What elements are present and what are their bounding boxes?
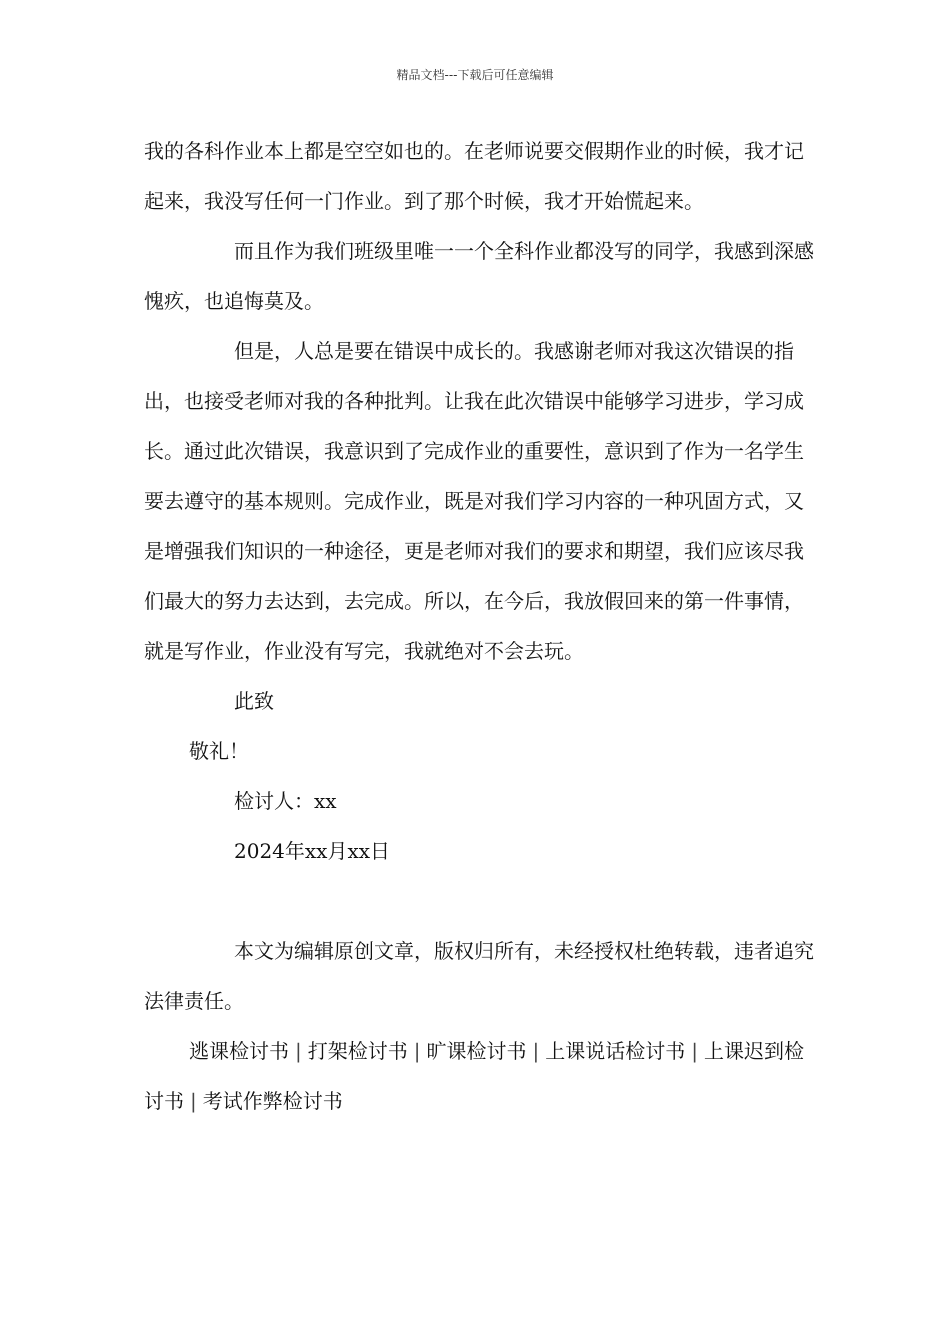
spacer [144,876,814,926]
date: 2024年xx月xx日 [234,839,391,863]
paragraph-3: 但是，人总是要在错误中成长的。我感谢老师对我这次错误的指出，也接受老师对我的各种批判。让我在此次错误中能够学习进步，学习成长。通过此次错误，我意识到了完成作业的重要性，意识到了作为一名学生要去遵守的基本规则。完成作业，既是对我们学习内容的一种巩固方式，又是增强我们知识的一种途径，更是老师对我们的要求和期望，我们应该尽我们最大的努力去达到，去完成。所以，在今后，我放假回来的第一件事情，就是写作业，作业没有写完，我就绝对不会去玩。 [144,339,804,663]
related-link[interactable]: 打架检讨书 [307,1039,408,1063]
document-body [144,126,814,1126]
signer: 检讨人：xx [234,789,337,813]
link-separator: | [691,1039,698,1063]
related-links [144,1026,814,1126]
related-link[interactable]: 上课说话检讨书 [545,1039,686,1063]
related-link[interactable]: 旷课检讨书 [426,1039,527,1063]
page-header: 精品文档---下载后可任意编辑 [396,68,554,82]
related-link[interactable]: 考试作弊检讨书 [202,1089,343,1113]
link-separator: | [532,1039,540,1063]
closing-regards: 敬礼！ [189,739,249,763]
link-separator: | [295,1039,302,1063]
paragraph-1: 我的各科作业本上都是空空如也的。在老师说要交假期作业的时候，我才记起来，我没写任何一门作业。到了那个时候，我才开始慌起来。 [144,139,804,213]
related-link[interactable]: 上课迟到检讨书 [144,1039,804,1113]
link-separator: | [413,1039,421,1063]
closing-salutation: 此致 [234,689,274,713]
link-separator: | [190,1089,197,1113]
copyright-notice: 本文为编辑原创文章，版权归所有，未经授权杜绝转载，违者追究法律责任。 [144,939,814,1013]
paragraph-2: 而且作为我们班级里唯一一个全科作业都没写的同学，我感到深感愧疚，也追悔莫及。 [144,239,814,313]
related-link[interactable]: 逃课检讨书 [189,1039,289,1063]
